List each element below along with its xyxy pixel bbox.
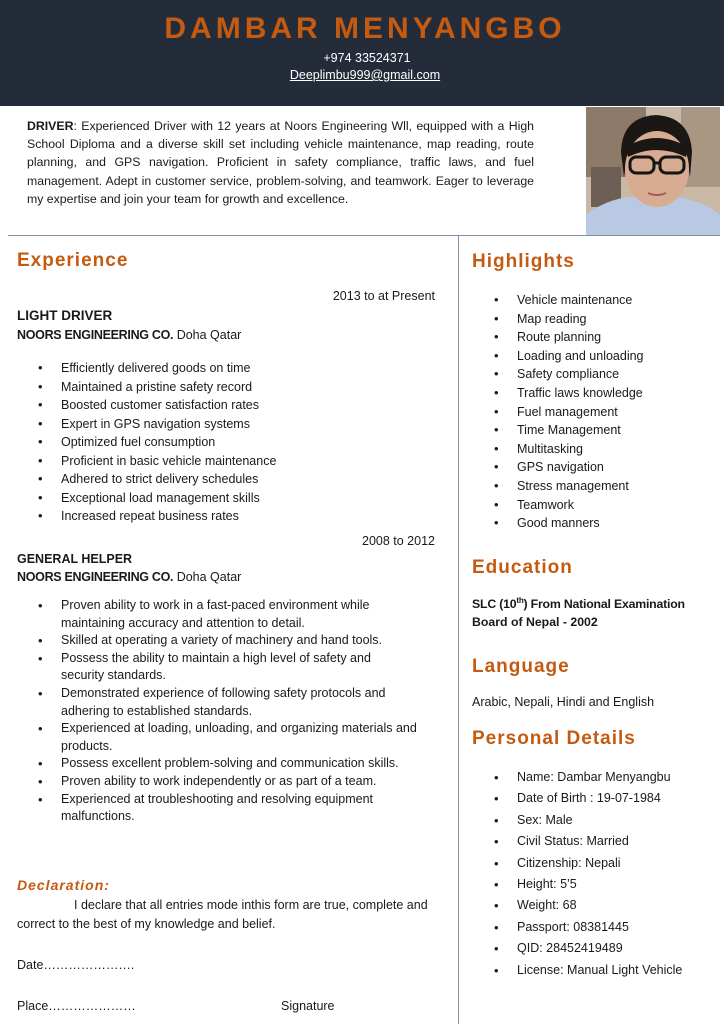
languages-text: Arabic, Nepali, Hindi and English: [472, 695, 655, 709]
personal-detail-item: • Name: Dambar Menyangbu: [473, 767, 718, 788]
portrait-image: [586, 107, 720, 235]
duty-item: • Possess excellent problem-solving and communication skills.: [17, 755, 437, 773]
summary-lead: DRIVER: [27, 119, 74, 133]
duty-item: • Proficient in basic vehicle maintenance: [17, 452, 437, 471]
duty-item: • Expert in GPS navigation systems: [17, 415, 437, 434]
highlight-item: • Teamwork: [473, 496, 718, 515]
duty-item: • Boosted customer satisfaction rates: [17, 396, 437, 415]
highlight-item: • Traffic laws knowledge: [473, 384, 718, 403]
header-banner: [0, 0, 724, 106]
column-divider: [458, 236, 459, 1024]
job-1-duties: [17, 359, 437, 526]
highlight-item: • Fuel management: [473, 403, 718, 422]
education-board: Board of Nepal - 2002: [472, 615, 598, 629]
duty-item: • Experienced at troubleshooting and resolving equipment malfunctions.: [17, 791, 437, 826]
experience-heading: Experience: [17, 250, 129, 271]
declaration-text: I declare that all entries mode inthis form are true, complete and correct to the best of my knowledge and belief.: [17, 898, 428, 931]
duty-item: • Exceptional load management skills: [17, 489, 437, 508]
job-1-company: NOORS ENGINEERING CO. Doha Qatar: [17, 328, 242, 342]
job-2-title: GENERAL HELPER: [17, 552, 133, 566]
highlight-item: • Stress management: [473, 477, 718, 496]
highlight-item: • Vehicle maintenance: [473, 291, 718, 310]
duty-item: • Skilled at operating a variety of machinery and hand tools.: [17, 632, 437, 650]
personal-detail-item: • Civil Status: Married: [473, 831, 718, 852]
place-line: Place…………………: [17, 999, 136, 1013]
duty-item: • Experienced at loading, unloading, and organizing materials and products.: [17, 720, 437, 755]
highlight-item: • GPS navigation: [473, 458, 718, 477]
profile-photo: [586, 107, 720, 235]
education-heading: Education: [472, 557, 573, 578]
highlight-item: • Good manners: [473, 514, 718, 533]
personal-detail-item: • License: Manual Light Vehicle: [473, 960, 718, 981]
personal-detail-item: • Height: 5’5: [473, 874, 718, 895]
duty-item: • Proven ability to work in a fast-paced environment while maintaining accuracy and attention to detail.: [17, 597, 437, 632]
job-1-dates: 2013 to at Present: [332, 289, 435, 303]
personal-detail-item: • Sex: Male: [473, 810, 718, 831]
personal-detail-item: • QID: 28452419489: [473, 938, 718, 959]
phone-number: +974 33524371: [323, 51, 411, 65]
personal-detail-item: • Weight: 68: [473, 895, 718, 916]
personal-details-list: [473, 767, 718, 981]
personal-detail-item: • Passport: 08381445: [473, 917, 718, 938]
job-2-duties: [17, 597, 437, 826]
highlight-item: • Multitasking: [473, 440, 718, 459]
language-heading: Language: [472, 656, 570, 677]
summary-text: : Experienced Driver with 12 years at Noors Engineering Wll, equipped with a High School Diploma and a diverse skill set including vehicle maintenance, map reading, route planning, and GPS navigation. Proficient in safety compliance, traffic laws, and fuel management. Adept in customer service, problem-solving, and teamwork. Eager to leverage my expertise and join your team for growth and excellence.: [27, 119, 534, 206]
personal-detail-item: • Date of Birth : 19-07-1984: [473, 788, 718, 809]
highlight-item: • Time Management: [473, 421, 718, 440]
highlight-item: • Route planning: [473, 328, 718, 347]
duty-item: • Adhered to strict delivery schedules: [17, 470, 437, 489]
highlight-item: • Safety compliance: [473, 365, 718, 384]
duty-item: • Maintained a pristine safety record: [17, 378, 437, 397]
section-divider: [8, 235, 720, 236]
duty-item: • Demonstrated experience of following safety protocols and adhering to established standards.: [17, 685, 437, 720]
job-1-title: LIGHT DRIVER: [17, 308, 113, 323]
duty-item: • Proven ability to work independently or as part of a team.: [17, 773, 437, 791]
declaration-heading: Declaration:: [17, 877, 110, 893]
signature-label: Signature: [281, 999, 335, 1013]
candidate-name: DAMBAR MENYANGBO: [164, 12, 566, 45]
highlights-list: [473, 291, 718, 533]
highlight-item: • Loading and unloading: [473, 347, 718, 366]
email-link[interactable]: Deeplimbu999@gmail.com: [289, 68, 441, 82]
date-line: Date………………….: [17, 958, 135, 972]
education-entry: SLC (10th) From National Examination: [472, 596, 685, 612]
highlights-heading: Highlights: [472, 251, 575, 272]
duty-item: • Increased repeat business rates: [17, 507, 437, 526]
job-2-company: NOORS ENGINEERING CO. Doha Qatar: [17, 570, 242, 584]
duty-item: • Possess the ability to maintain a high level of safety and security standards.: [17, 650, 437, 685]
profile-summary: [27, 117, 534, 208]
duty-item: • Optimized fuel consumption: [17, 433, 437, 452]
highlight-item: • Map reading: [473, 310, 718, 329]
personal-detail-item: • Citizenship: Nepali: [473, 853, 718, 874]
duty-item: • Efficiently delivered goods on time: [17, 359, 437, 378]
job-2-dates: 2008 to 2012: [362, 534, 435, 548]
personal-details-heading: Personal Details: [472, 728, 636, 749]
